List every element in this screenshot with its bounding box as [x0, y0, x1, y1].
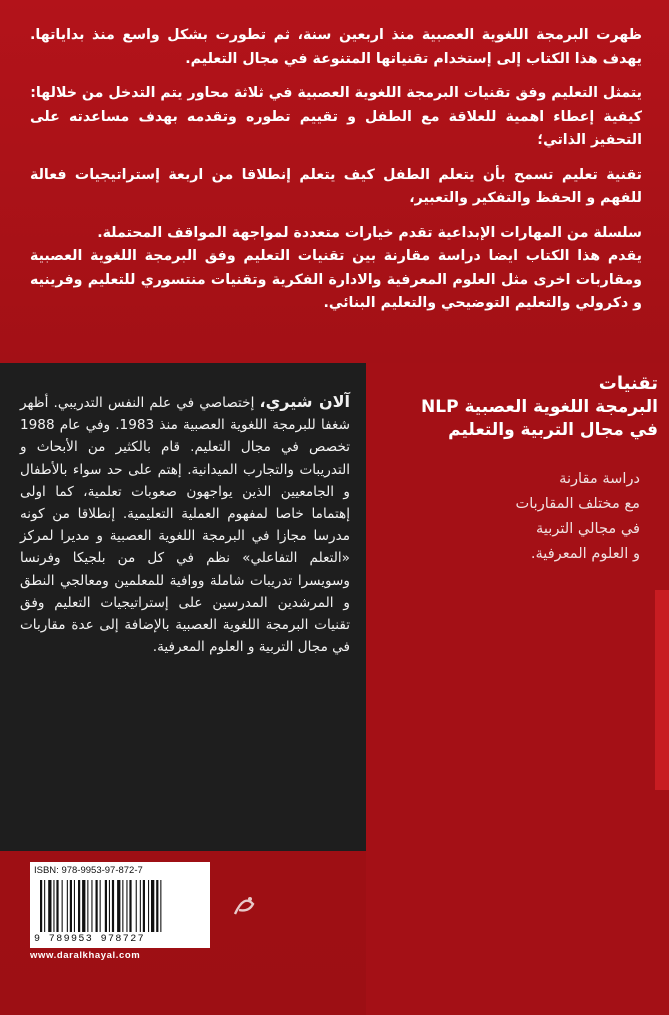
barcode-bar [160, 880, 161, 932]
accent-bar [655, 590, 669, 790]
title-line-3: في مجال التربية والتعليم [448, 420, 658, 440]
barcode-bar [40, 880, 42, 932]
barcode-bar [148, 880, 149, 932]
barcode-bar [70, 880, 72, 932]
barcode-bar [91, 880, 92, 932]
publisher-logo [223, 890, 265, 934]
barcode-digits: 9 789953 978727 [34, 934, 146, 945]
barcode-bar [122, 880, 123, 932]
book-title [372, 372, 658, 442]
intro-paragraph-2: يتمثل التعليم وفق تقنيات البرمجة اللغوية العصبية في ثلاثة محاور يتم التدخل من خلالها: [30, 85, 642, 101]
barcode-bar [56, 880, 58, 932]
barcode-bar [62, 880, 63, 932]
book-subtitle [380, 466, 640, 566]
subtitle-line-3: في مجالي التربية [536, 520, 640, 537]
barcode-bar [87, 880, 88, 932]
barcode-bar [117, 880, 120, 932]
barcode-bar [82, 880, 85, 932]
isbn-label: ISBN: 978-9953-97-872-7 [34, 865, 143, 876]
subtitle-line-1: دراسة مقارنة [559, 470, 640, 487]
barcode-bar [143, 880, 145, 932]
barcode-bar [156, 880, 158, 932]
author-bio-text: إختصاصي في علم النفس التدريبي. أظهر شغفا للبرمجة اللغوية العصبية منذ 1983. وفي عام 1988 تخصص في مجال التعليم. قام بالكثير من الأبحاث و التدريبات والتجارب الميدانية. إهتم على حد سواء بالأطفال و الجامعيين الذين يواجهون صعوبات تعلمية، كما اولى إهتماما خاصا لمفهوم العملية التعليمية. إنطلاقا من كونه مدرسا مجازا في البرمجة اللغوية العصبية و مديرا لمركز «التعلم التفاعلي» نظم في كل من بلجيكا وفرنسا وسويسرا تدريبات شاملة ووافية للمعلمين ومعالجي النطق و المرشدين المدرسين على إستراتيجيات التعليم وفق تقنيات البرمجة اللغوية العصبية بالإضافة إلى عدة مقاربات في مجال التربية و العلوم المعرفية. [20, 395, 350, 656]
intro-bullet-3: سلسلة من المهارات الإبداعية تقدم خيارات متعددة لمواجهة المواقف المحتملة. [97, 224, 642, 241]
author-bio [20, 391, 350, 658]
barcode-bar [78, 880, 80, 932]
barcode-bar [96, 880, 98, 932]
intro-paragraph-1: ظهرت البرمجة اللغوية العصبية منذ اربعين سنة، ثم تطورت بشكل واسع منذ بداياتها. يهدف هذا الكتاب إلى إستخدام تقنياتها المتنوعة في مجال التعليم. [30, 27, 642, 67]
barcode-bar [100, 880, 101, 932]
title-line-1: تقنيات [598, 373, 658, 394]
barcode-bar [112, 880, 114, 932]
book-description [30, 24, 642, 327]
author-name: آلان شيري، [259, 392, 350, 411]
barcode-bar [140, 880, 141, 932]
barcode-bar [105, 880, 107, 932]
publisher-website: www.daralkhayal.com [30, 950, 141, 961]
barcode-bar [129, 880, 131, 932]
barcode-bar [44, 880, 45, 932]
intro-bullet-1: كيفية إعطاء اهمية للعلاقة مع الطفل و تقييم تطوره وتقدمه بهدف مساعدته على التحفيز الذاتي؛ [30, 108, 642, 148]
intro-bullet-2: تقنية تعليم تسمح بأن يتعلم الطفل كيف يتعلم إنطلاقا من اربعة إستراتيجيات فعالة للفهم و الحفظ والتفكير والتعبير، [30, 166, 642, 206]
intro-paragraph-3: يقدم هذا الكتاب ايضا دراسة مقارنة بين تقنيات التعليم وفق البرمجة اللغوية العصبية ومقاربات اخرى مثل العلوم المعرفية والادارة الفكرية وتقنيات منتسوري للتعليم وفرينيه و دكرولي والتعليم التوضيحي والتعليم البنائي. [30, 248, 642, 311]
barcode-bar [74, 880, 75, 932]
publisher-logo-icon [229, 890, 259, 920]
barcode [30, 862, 210, 948]
barcode-bar [136, 880, 137, 932]
subtitle-line-4: و العلوم المعرفية. [530, 545, 640, 562]
subtitle-line-2: مع مختلف المقاربات [515, 495, 640, 512]
title-line-2: البرمجة اللغوية العصبية NLP [421, 397, 658, 417]
barcode-bar [126, 880, 127, 932]
title-panel [366, 363, 669, 1015]
barcode-bar [109, 880, 110, 932]
barcode-bar [53, 880, 54, 932]
barcode-bar [48, 880, 51, 932]
barcode-bar [67, 880, 68, 932]
barcode-bars [40, 880, 200, 932]
barcode-bar [151, 880, 154, 932]
